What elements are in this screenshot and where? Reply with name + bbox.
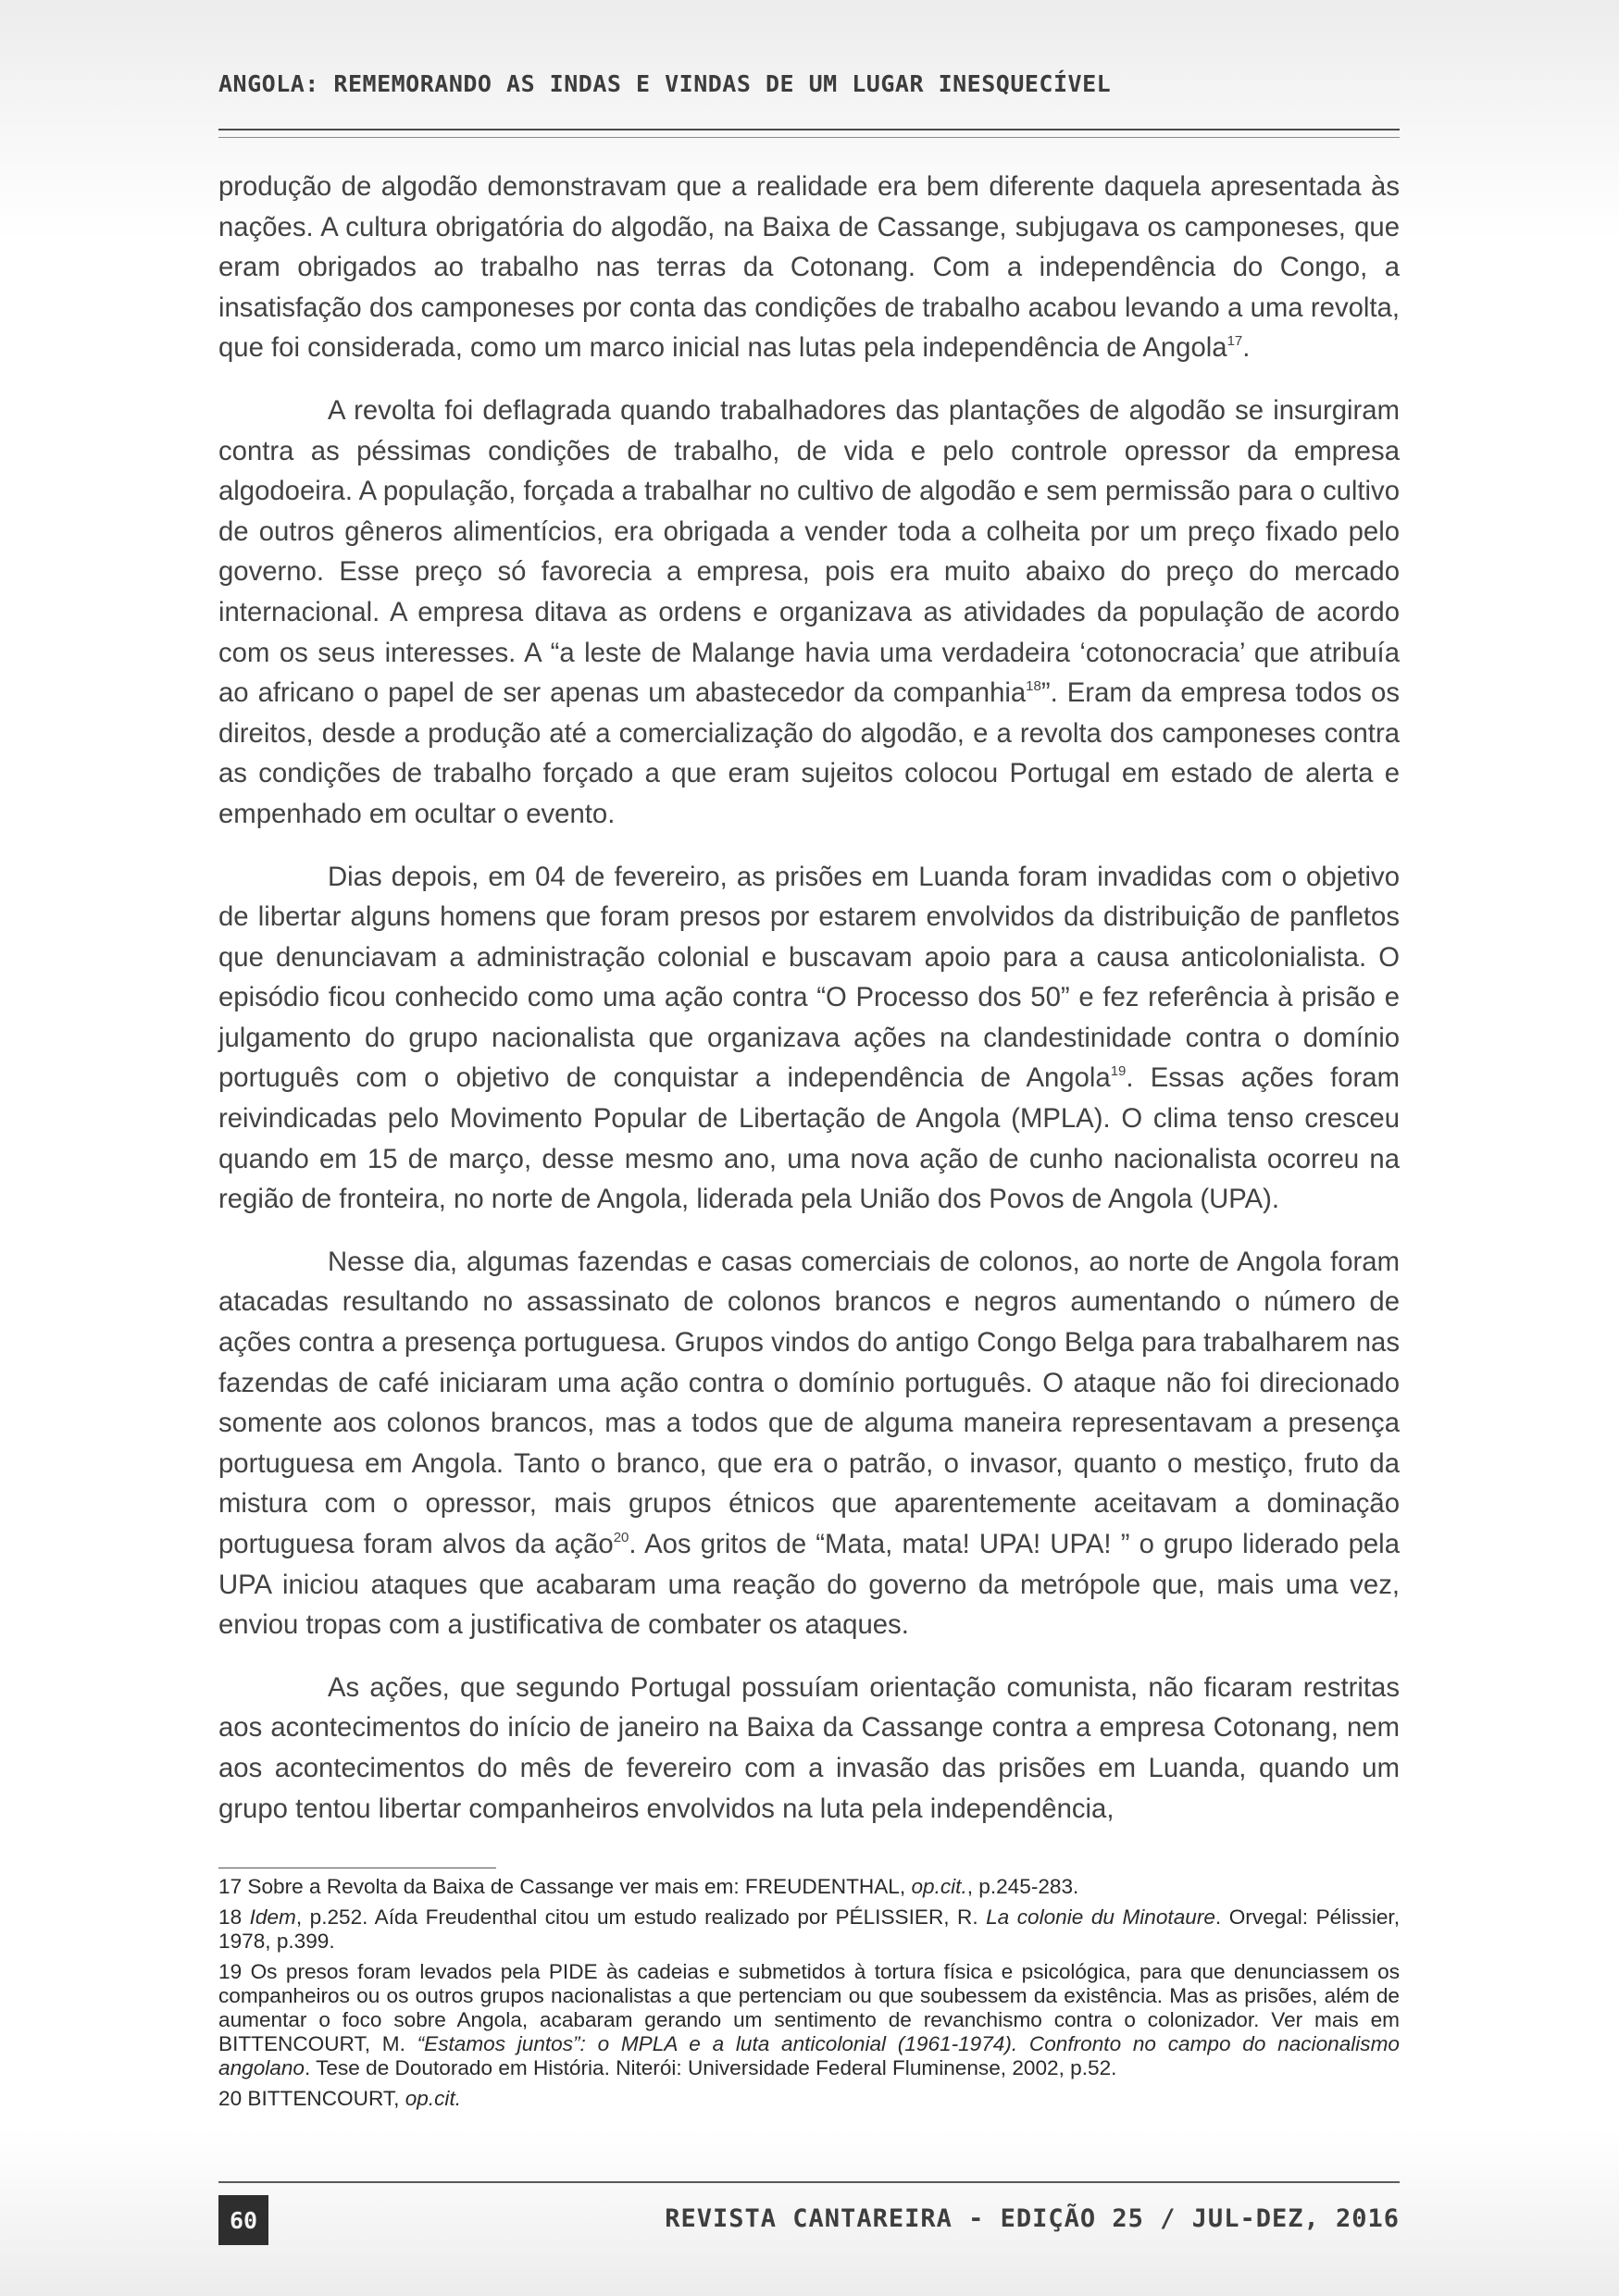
paragraph: As ações, que segundo Portugal possuíam orientação comunista, não ficaram restritas aos acontecimentos do início de janeiro na Baixa da Cassange contra a empresa Cotonang, nem aos acontecimentos do mês de fevereiro com a invasão das prisões em Luanda, quando um grupo tentou libertar companheiros envolvidos na luta pela independência, xyxy=(218,1671,1400,1824)
footnote-20: 20 BITTENCOURT, op.cit. xyxy=(218,2087,461,2110)
article-body xyxy=(218,167,1400,1851)
footer-rule xyxy=(218,2181,1400,2183)
paragraph: Dias depois, em 04 de fevereiro, as prisões em Luanda foram invadidas com o objetivo de libertar alguns homens que foram presos por estarem envolvidos da distribuição de panfletos que denunciavam a administração colonial e buscavam apoio para a causa anticolonialista. O episódio ficou conhecido como uma ação contra “O Processo dos 50” e fez referência à prisão e julgamento do grupo nacionalista que organizava ações na clandestinidade contra o domínio português com o objetivo de conquistar a independência de Angola$^{19}$. Essas ações foram reivindicadas pelo Movimento Popular de Libertação de Angola (MPLA). O clima tenso cresceu quando em 15 de março, desse mesmo ano, uma nova ação de cunho nacionalista ocorreu na região de fronteira, no norte de Angola, liderada pela União dos Povos de Angola (UPA). xyxy=(218,861,1400,1215)
page-header xyxy=(218,70,1400,97)
journal-title: REVISTA CANTAREIRA - EDIÇÃO 25 / JUL-DEZ, 2016 xyxy=(665,2204,1400,2233)
footnote-18: 18 Idem, p.252. Aída Freudenthal citou um estudo realizado por PÉLISSIER, R. La colonie du Minotaure. Orvegal: Pélissier, 1978, p.399. xyxy=(218,1905,1400,1953)
footnote-ref[interactable]: 17 xyxy=(1227,333,1243,350)
footnote-ref[interactable]: 18 xyxy=(1026,678,1041,695)
paragraph: produção de algodão demonstravam que a realidade era bem diferente daquela apresentada às nações. A cultura obrigatória do algodão, na Baixa de Cassange, subjugava os camponeses, que eram obrigados ao trabalho nas terras da Cotonang. Com a independência do Congo, a insatisfação dos camponeses por conta das condições de trabalho acabou levando a uma revolta, que foi considerada, como um marco inicial nas lutas pela independência de Angola$^{17}$. xyxy=(218,171,1400,364)
paragraph: Nesse dia, algumas fazendas e casas comerciais de colonos, ao norte de Angola foram atacadas resultando no assassinato de colonos brancos e negros aumentando o número de ações contra a presença portuguesa. Grupos vindos do antigo Congo Belga para trabalharem nas fazendas de café iniciaram uma ação contra o domínio português. O ataque não foi direcionado somente aos colonos brancos, mas a todos que de alguma maneira representavam a presença portuguesa em Angola. Tanto o branco, que era o patrão, o invasor, quanto o mestiço, fruto da mistura com o opressor, mais grupos étnicos que aparentemente aceitavam a dominação portuguesa foram alvos da ação$^{20}$. Aos gritos de “Mata, mata! UPA! UPA! ” o grupo liderado pela UPA iniciou ataques que acabaram uma reação do governo da metrópole que, mais uma vez, enviou tropas com a justificativa de combater os ataques. xyxy=(218,1246,1400,1641)
footnote-17: 17 Sobre a Revolta da Baixa de Cassange ver mais em: FREUDENTHAL, op.cit., p.245-283. xyxy=(218,1875,1079,1898)
footnote-19: 19 Os presos foram levados pela PIDE às cadeias e submetidos à tortura física e psicológica, para que denunciassem os companheiros ou os outros grupos nacionalistas a que pertenciam ou que soubessem da existência. Mas as prisões, além de aumentar o foco sobre Angola, acabaram gerando um sentimento de revanchismo contra o colonizador. Ver mais em BITTENCOURT, M. “Estamos juntos”: o MPLA e a luta anticolonial (1961-1974). Confronto no campo do nacionalismo angolano. Tese de Doutorado em História. Niterói: Universidade Federal Fluminense, 2002, p.52. xyxy=(218,1960,1400,2079)
paragraph: A revolta foi deflagrada quando trabalhadores das plantações de algodão se insurgiram contra as péssimas condições de trabalho, de vida e pelo controle opressor da empresa algodoeira. A população, forçada a trabalhar no cultivo de algodão e sem permissão para o cultivo de outros gêneros alimentícios, era obrigada a vender toda a colheita por um preço fixado pelo governo. Esse preço só favorecia a empresa, pois era muito abaixo do preço do mercado internacional. A empresa ditava as ordens e organizava as atividades da população de acordo com os seus interesses. A “a leste de Malange havia uma verdadeira ‘cotonocracia’ que atribuía ao africano o papel de ser apenas um abastecedor da companhia$^{18}$”. Eram da empresa todos os direitos, desde a produção até a comercialização do algodão, e a revolta dos camponeses contra as condições de trabalho forçado a que eram sujeitos colocou Portugal em estado de alerta e empenhado em ocultar o evento. xyxy=(218,394,1400,829)
running-title: ANGOLA: REMEMORANDO AS INDAS E VINDAS DE UM LUGAR INESQUECÍVEL xyxy=(218,70,1112,97)
footnotes xyxy=(218,1875,1400,2117)
page-number: 60 xyxy=(218,2195,268,2245)
header-rule xyxy=(218,129,1400,138)
footnote-ref[interactable]: 20 xyxy=(613,1530,629,1545)
footnote-ref[interactable]: 19 xyxy=(1110,1063,1127,1080)
